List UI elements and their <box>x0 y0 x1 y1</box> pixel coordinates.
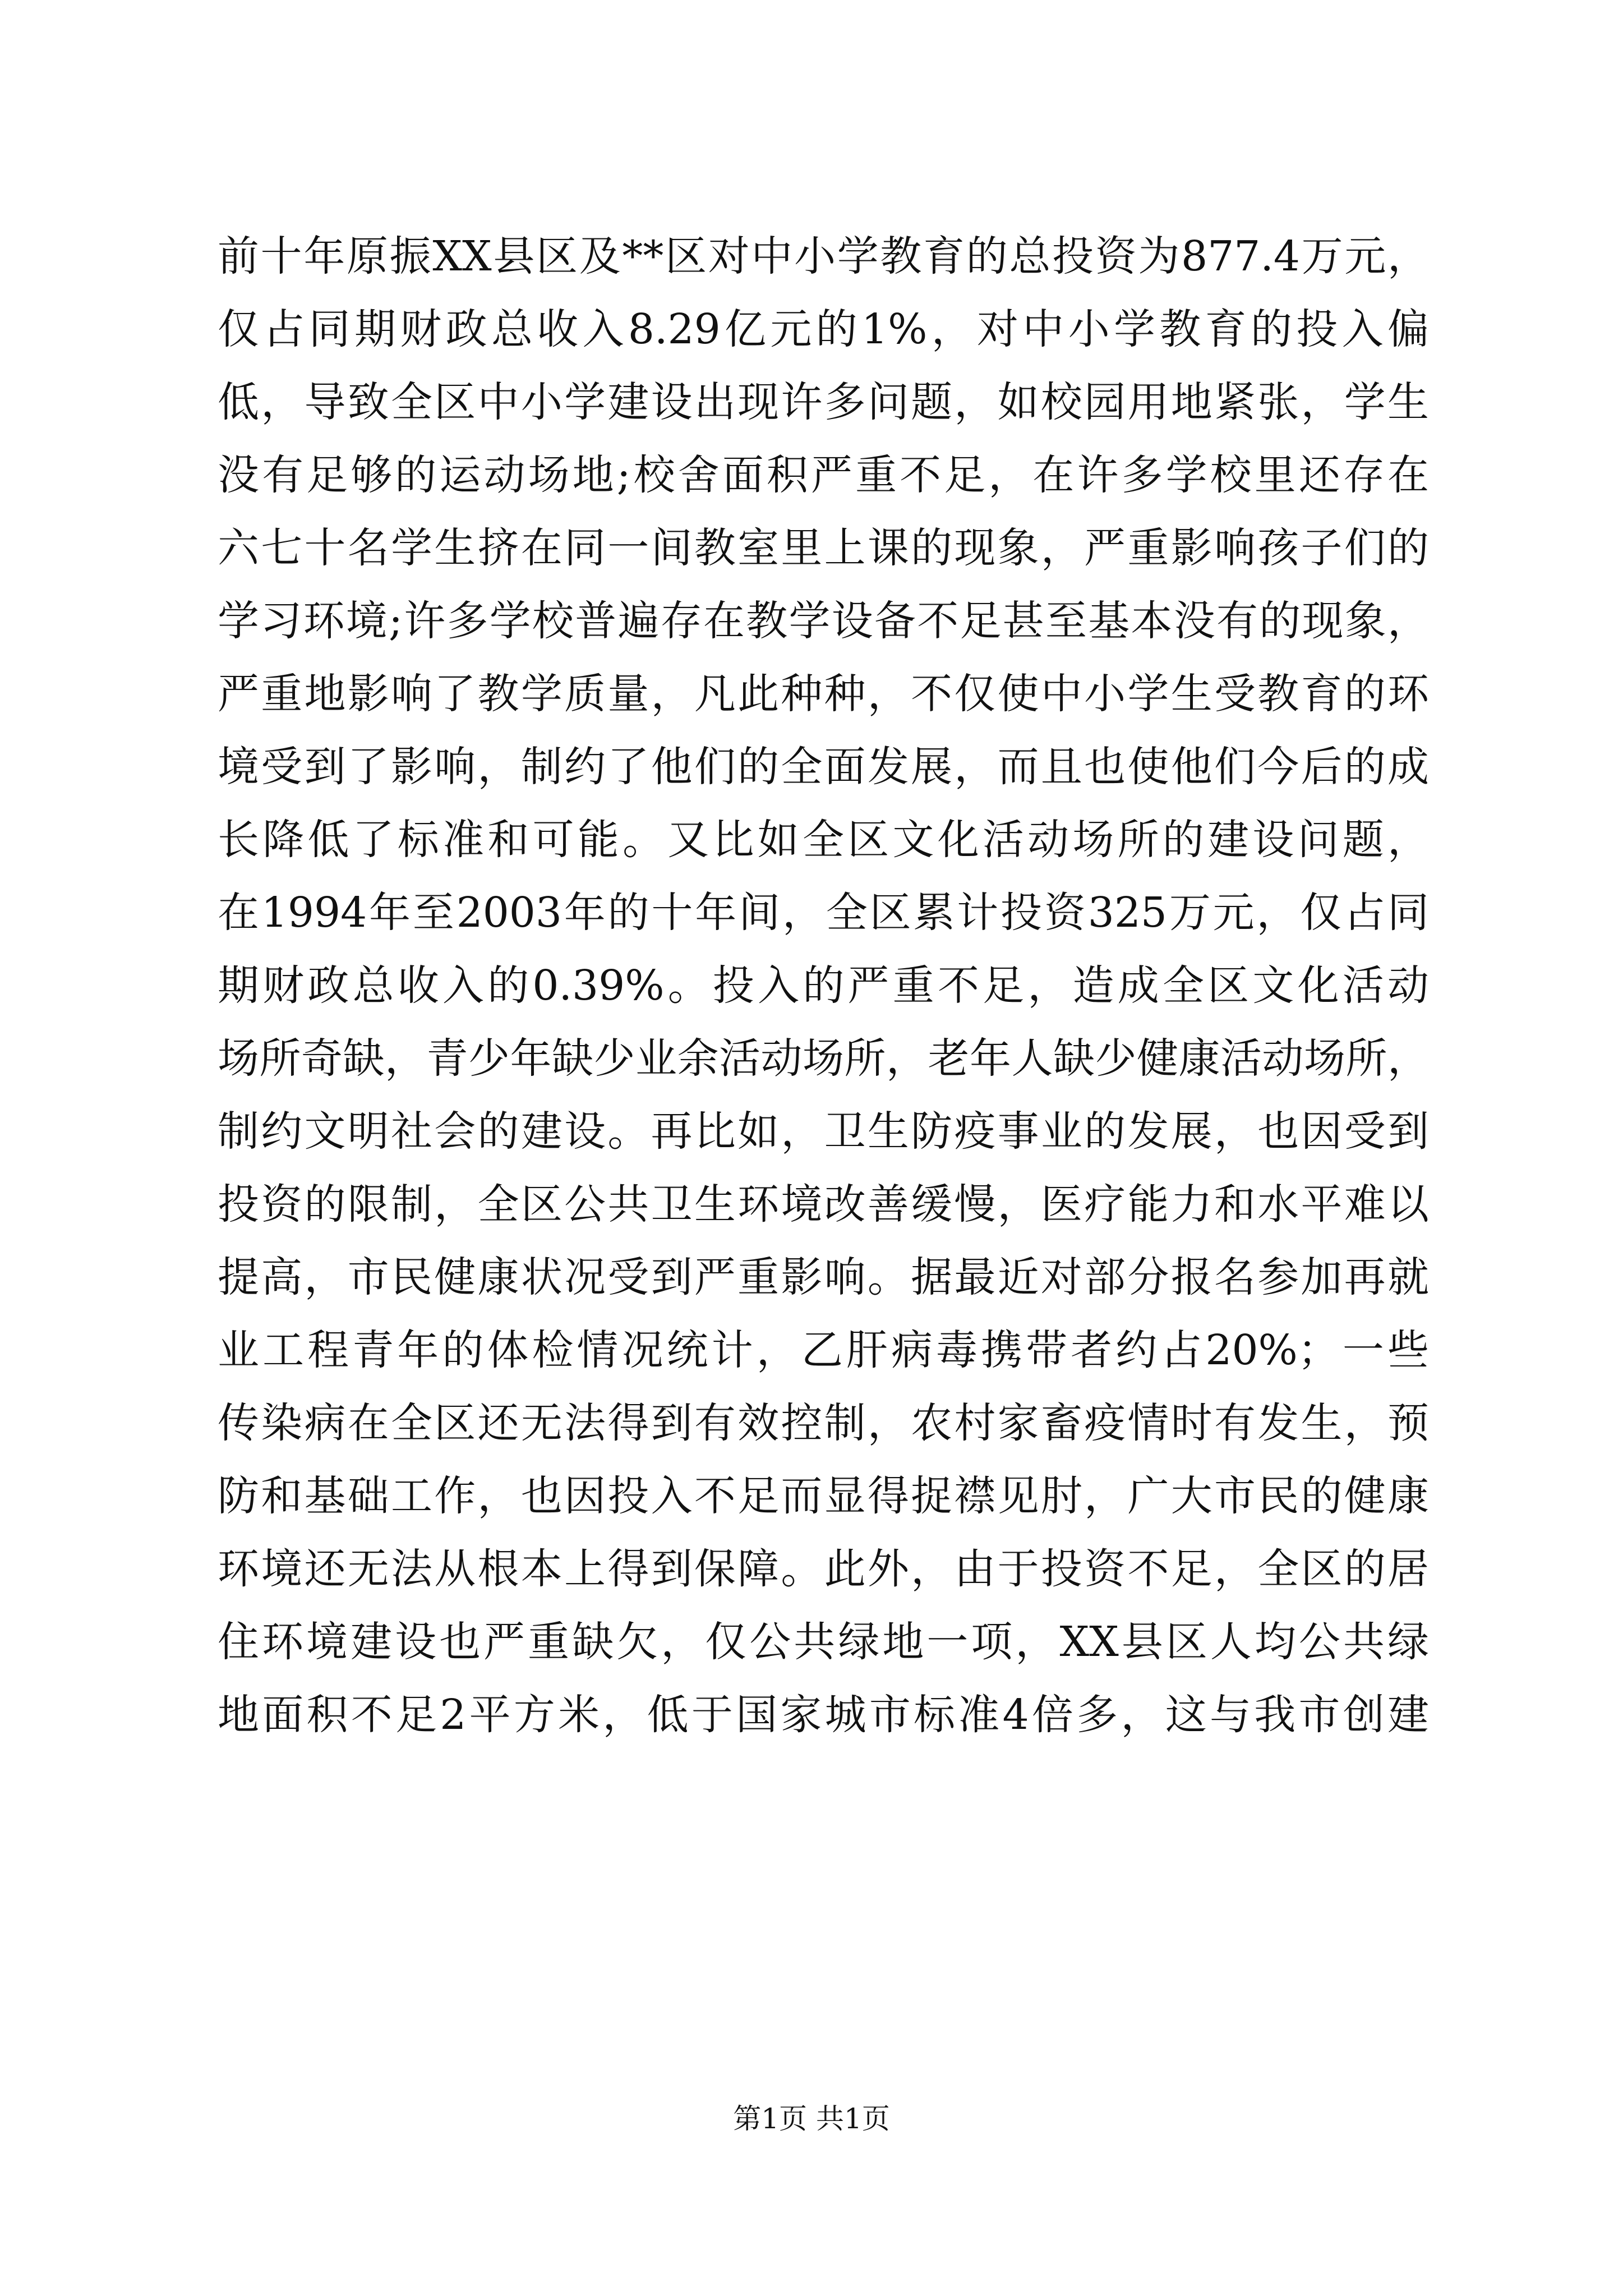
text-line-19: 环境还无法从根本上得到保障。此外，由于投资不足，全区的居 <box>218 1545 1429 1593</box>
text-line-16: 业工程青年的体检情况统计，乙肝病毒携带者约占20%；一些 <box>218 1326 1429 1374</box>
text-line-3: 低，导致全区中小学建设出现许多问题，如校园用地紧张，学生 <box>218 378 1429 426</box>
text-line-4: 没有足够的运动场地;校舍面积严重不足，在许多学校里还存在 <box>218 451 1429 499</box>
text-line-15: 提高，市民健康状况受到严重影响。据最近对部分报名参加再就 <box>218 1253 1429 1301</box>
text-line-6: 学习环境;许多学校普遍存在教学设备不足甚至基本没有的现象， <box>218 597 1429 645</box>
text-line-17: 传染病在全区还无法得到有效控制，农村家畜疫情时有发生，预 <box>218 1399 1429 1447</box>
text-line-1: 前十年原振XX县区及**区对中小学教育的总投资为877.4万元， <box>218 232 1429 280</box>
text-line-20: 住环境建设也严重缺欠，仅公共绿地一项，XX县区人均公共绿 <box>218 1618 1429 1666</box>
text-line-11: 期财政总收入的0.39%。投入的严重不足，造成全区文化活动 <box>218 961 1429 1010</box>
text-line-12: 场所奇缺，青少年缺少业余活动场所，老年人缺少健康活动场所， <box>218 1034 1429 1083</box>
text-line-14: 投资的限制，全区公共卫生环境改善缓慢，医疗能力和水平难以 <box>218 1180 1429 1228</box>
body-paragraph <box>218 220 1429 1751</box>
text-line-5: 六七十名学生挤在同一间教室里上课的现象，严重影响孩子们的 <box>218 524 1429 572</box>
text-line-13: 制约文明社会的建设。再比如，卫生防疫事业的发展，也因受到 <box>218 1107 1429 1156</box>
text-line-2: 仅占同期财政总收入8.29亿元的1%，对中小学教育的投入偏 <box>218 305 1429 353</box>
text-line-18: 防和基础工作，也因投入不足而显得捉襟见肘，广大市民的健康 <box>218 1472 1429 1520</box>
text-line-21: 地面积不足2平方米，低于国家城市标准4倍多，这与我市创建 <box>218 1691 1429 1739</box>
page-number-label: 第1页 共1页 <box>733 2102 890 2135</box>
text-line-7: 严重地影响了教学质量，凡此种种，不仅使中小学生受教育的环 <box>218 670 1429 718</box>
text-line-9: 长降低了标准和可能。又比如全区文化活动场所的建设问题， <box>218 816 1429 864</box>
text-line-10: 在1994年至2003年的十年间，全区累计投资325万元，仅占同 <box>218 889 1429 937</box>
page-footer <box>0 2099 1623 2138</box>
text-line-8: 境受到了影响，制约了他们的全面发展，而且也使他们今后的成 <box>218 743 1429 791</box>
